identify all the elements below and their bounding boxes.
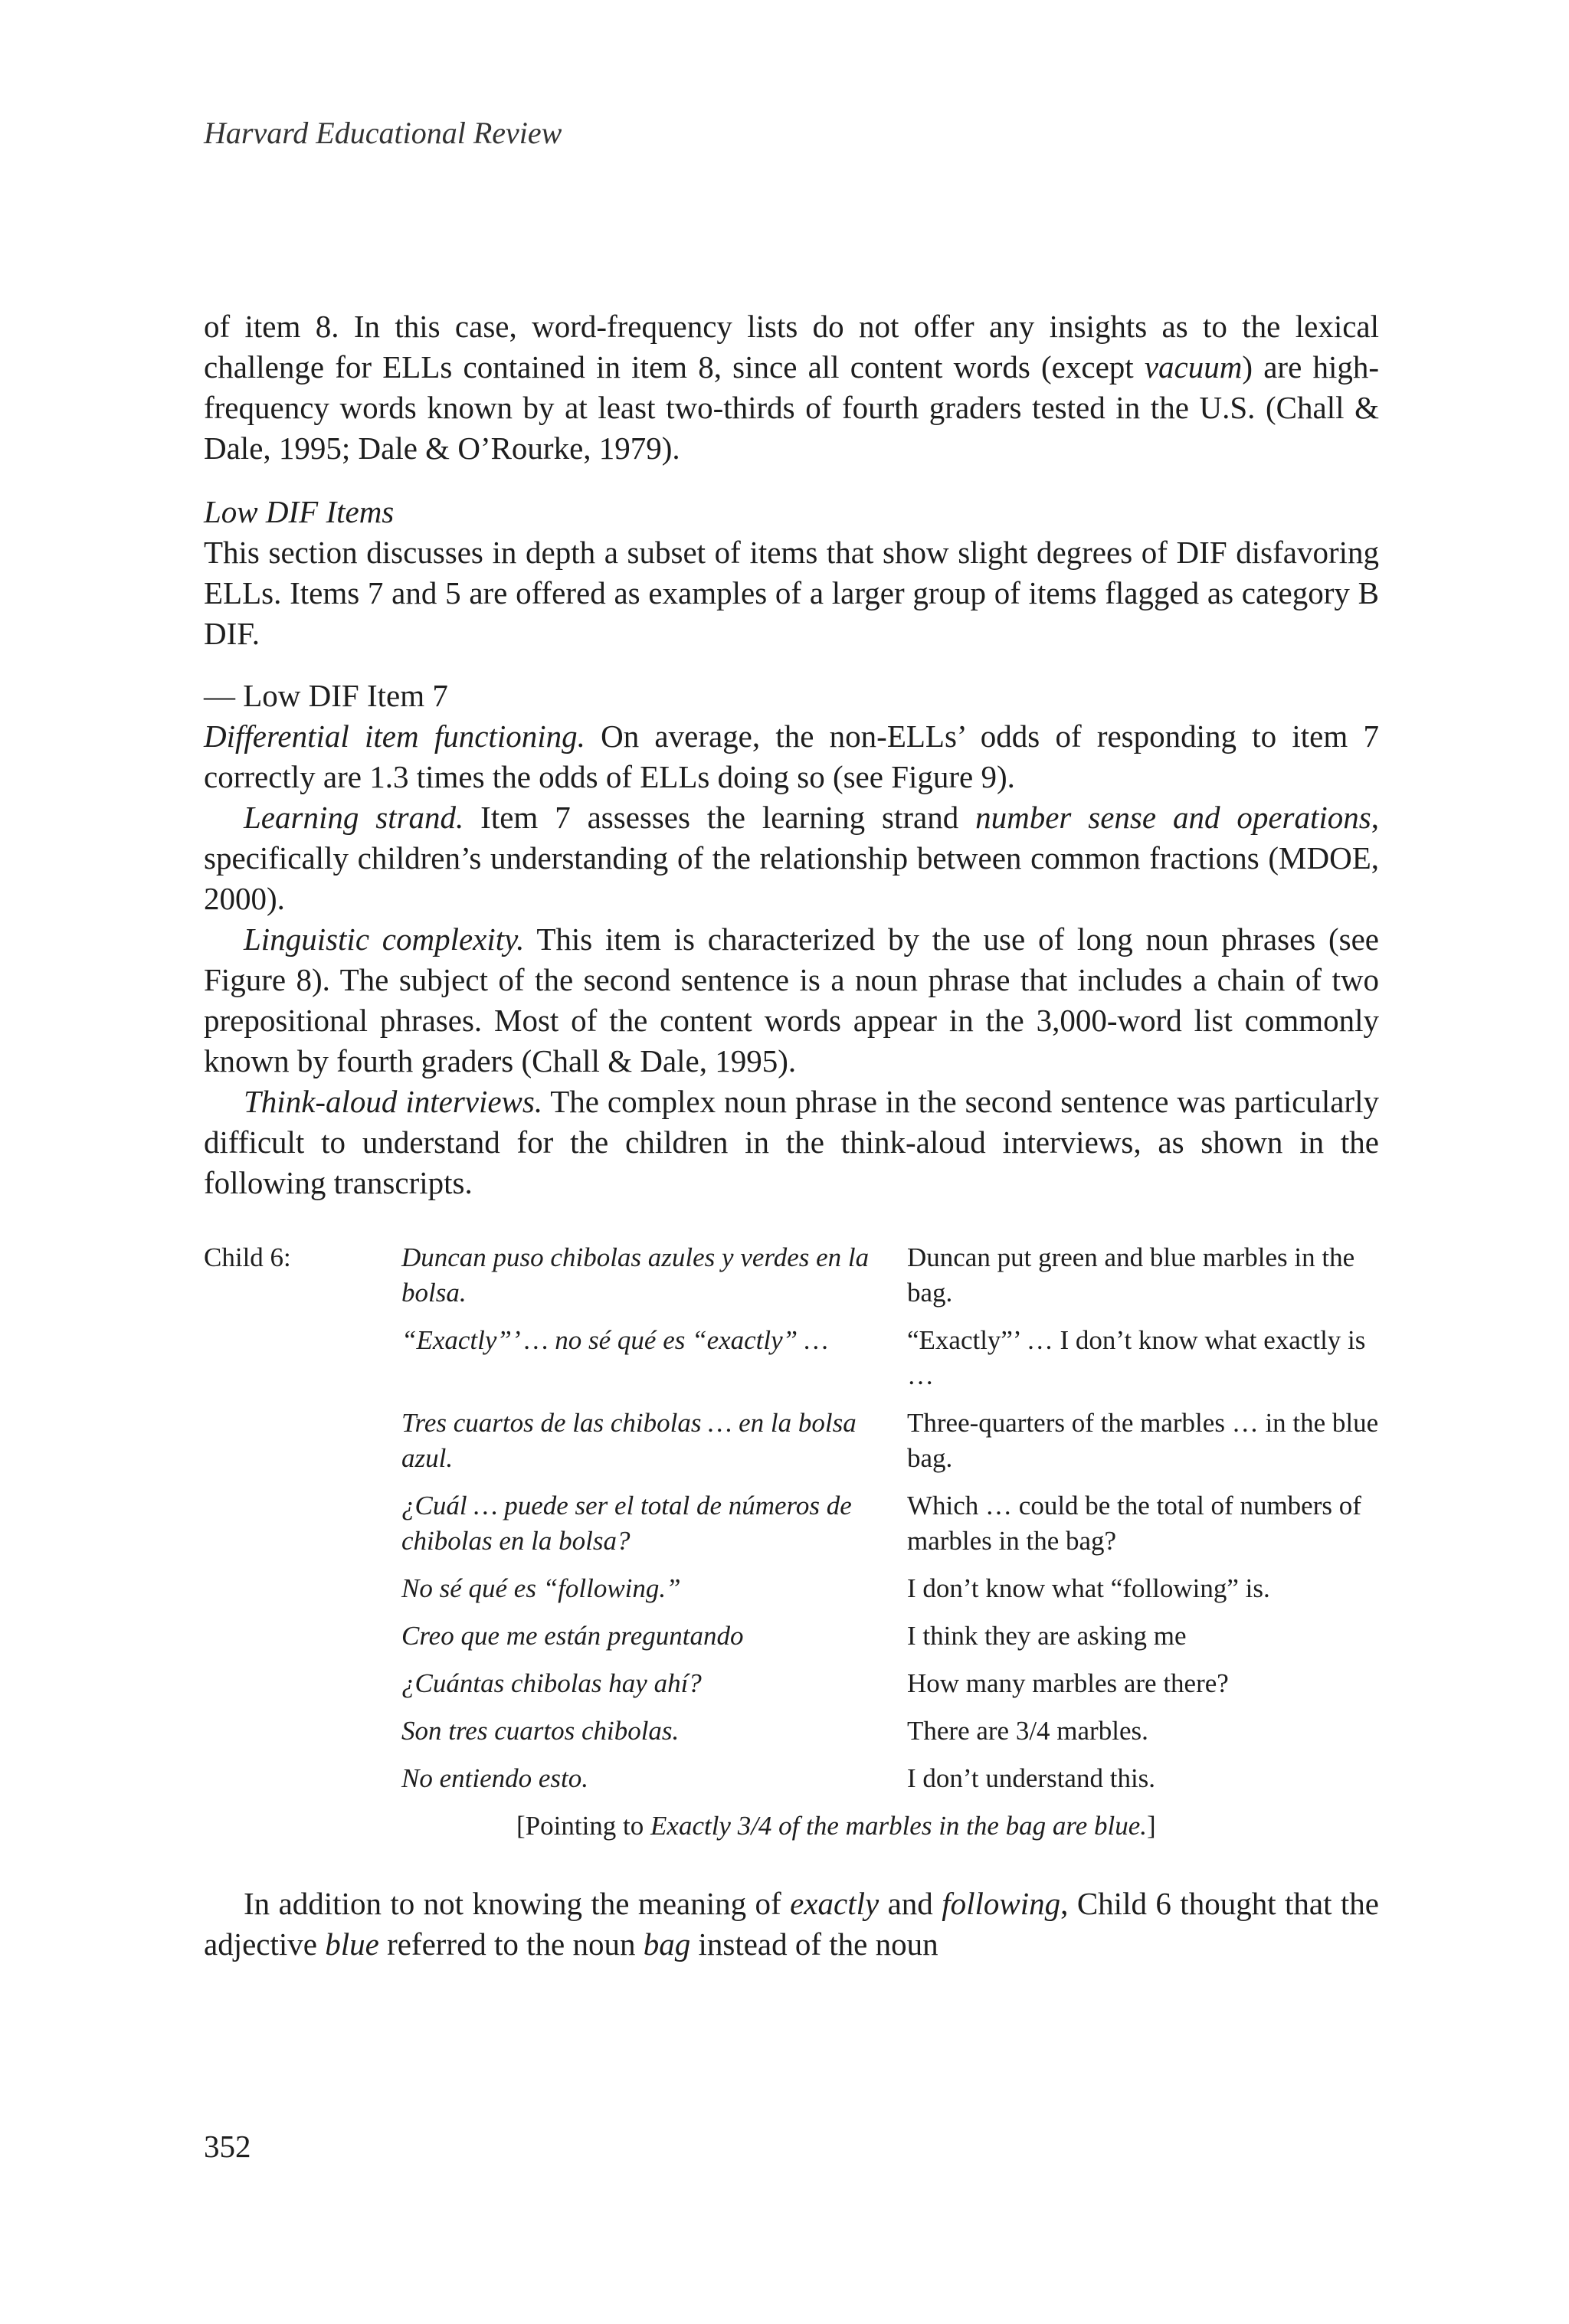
page-number: 352 bbox=[204, 2129, 251, 2164]
transcript-english: How many marbles are there? bbox=[907, 1668, 1229, 1698]
text-run: In addition to not knowing the meaning of bbox=[244, 1886, 791, 1921]
transcript-english: I think they are asking me bbox=[907, 1621, 1187, 1651]
transcript-english: “Exactly”’ … I don’t know what exactly is … bbox=[907, 1325, 1366, 1390]
transcript-spanish: Son tres cuartos chibolas. bbox=[401, 1716, 680, 1746]
italic-term: Exactly 3/4 of the marbles in the bag are blue. bbox=[650, 1811, 1148, 1841]
text-run: Item 7 assesses the learning strand bbox=[463, 800, 976, 835]
transcript-spanish: Tres cuartos de las chibolas … en la bolsa azul. bbox=[401, 1408, 857, 1473]
transcript-spanish: No sé qué es “following.” bbox=[401, 1573, 681, 1603]
text-run: ) are high-frequency words known by at least two-thirds of fourth graders tested in the U.S. (Chall & Dale, 1995; Dale & O’Rourke, 1979). bbox=[204, 349, 1379, 466]
text-run: referred to the noun bbox=[378, 1926, 644, 1962]
text-run: This item is characterized by the use of long noun phrases (see Figure 8). The subject of the second sentence is a noun phrase that includes a chain of two prepositional phrases. Most of the content words appear in the 3,000-word list commonly known by fourth graders (Chall & Dale, 1995). bbox=[204, 921, 1379, 1079]
page bbox=[204, 0, 1379, 2324]
item-heading: — Low DIF Item 7 bbox=[204, 678, 448, 713]
italic-term: exactly bbox=[790, 1886, 879, 1921]
paragraph-section-intro: This section discusses in depth a subset of items that show slight degrees of DIF disfavoring ELLs. Items 7 and 5 are offered as examples of a larger group of items flagged as category B DIF. bbox=[204, 535, 1379, 651]
paragraph-dif bbox=[204, 716, 1379, 797]
run-in-label: Learning strand. bbox=[244, 800, 464, 835]
text-run: , specifically children’s understanding of the relationship between common fractions (MDOE, 2000). bbox=[204, 800, 1379, 916]
transcript-english: Which … could be the total of numbers of marbles in the bag? bbox=[907, 1491, 1361, 1556]
paragraph-think-aloud bbox=[204, 1082, 1379, 1203]
text-run: [Pointing to bbox=[516, 1811, 651, 1841]
transcript-english: Duncan put green and blue marbles in the bag. bbox=[907, 1242, 1355, 1308]
transcript-spanish: No entiendo esto. bbox=[401, 1763, 588, 1793]
transcript-spanish: ¿Cuál … puede ser el total de números de chibolas en la bolsa? bbox=[401, 1491, 852, 1556]
paragraph-after-transcript bbox=[204, 1884, 1379, 1965]
text-run: and bbox=[879, 1886, 942, 1921]
transcript-spanish: Duncan puso chibolas azules y verdes en la bolsa. bbox=[401, 1242, 870, 1308]
body-text bbox=[204, 306, 1379, 1965]
paragraph-learning-strand bbox=[204, 797, 1379, 919]
italic-term: vacuum bbox=[1144, 349, 1243, 385]
transcript-english: I don’t know what “following” is. bbox=[907, 1573, 1270, 1603]
italic-term: blue bbox=[325, 1926, 379, 1962]
section-title: Low DIF Items bbox=[204, 494, 395, 529]
transcript-table bbox=[204, 1240, 1379, 1808]
transcript-spanish: ¿Cuántas chibolas hay ahí? bbox=[401, 1668, 702, 1698]
text-run: , Child 6 thought that the adjective bbox=[204, 1886, 1379, 1962]
text-run: of item 8. In this case, word-frequency lists do not offer any insights as to the lexical challenge for ELLs contained in item 8, since all content words (except bbox=[204, 309, 1379, 385]
paragraph-item8-conclusion bbox=[204, 306, 1379, 469]
text-run: The complex noun phrase in the second sentence was particularly difficult to understand for the children in the think-aloud interviews, as shown in the following transcripts. bbox=[204, 1084, 1379, 1200]
run-in-label: Think-aloud interviews. bbox=[244, 1084, 543, 1119]
transcript-spanish: “Exactly”’ … no sé qué es “exactly” … bbox=[401, 1325, 828, 1355]
paragraph-linguistic-complexity bbox=[204, 919, 1379, 1082]
text-run: instead of the noun bbox=[690, 1926, 938, 1962]
transcript-pointing-note bbox=[516, 1808, 1379, 1844]
italic-term: bag bbox=[643, 1926, 691, 1962]
run-in-label: Linguistic complexity. bbox=[244, 921, 525, 957]
italic-term: number sense and operations bbox=[975, 800, 1371, 835]
transcript-english: Three-quarters of the marbles … in the blue bag. bbox=[907, 1408, 1379, 1473]
italic-term: following bbox=[942, 1886, 1061, 1921]
text-run: On average, the non-ELLs’ odds of responding to item 7 correctly are 1.3 times the odds of ELLs doing so (see Figure 9). bbox=[204, 718, 1379, 794]
run-in-label: Differential item functioning. bbox=[204, 718, 585, 754]
transcript-speaker: Child 6: bbox=[204, 1242, 291, 1272]
transcript-english: There are 3/4 marbles. bbox=[907, 1716, 1148, 1746]
transcript-spanish: Creo que me están preguntando bbox=[401, 1621, 744, 1651]
running-head: Harvard Educational Review bbox=[204, 116, 562, 150]
text-run: ] bbox=[1147, 1811, 1156, 1841]
transcript-english: I don’t understand this. bbox=[907, 1763, 1156, 1793]
